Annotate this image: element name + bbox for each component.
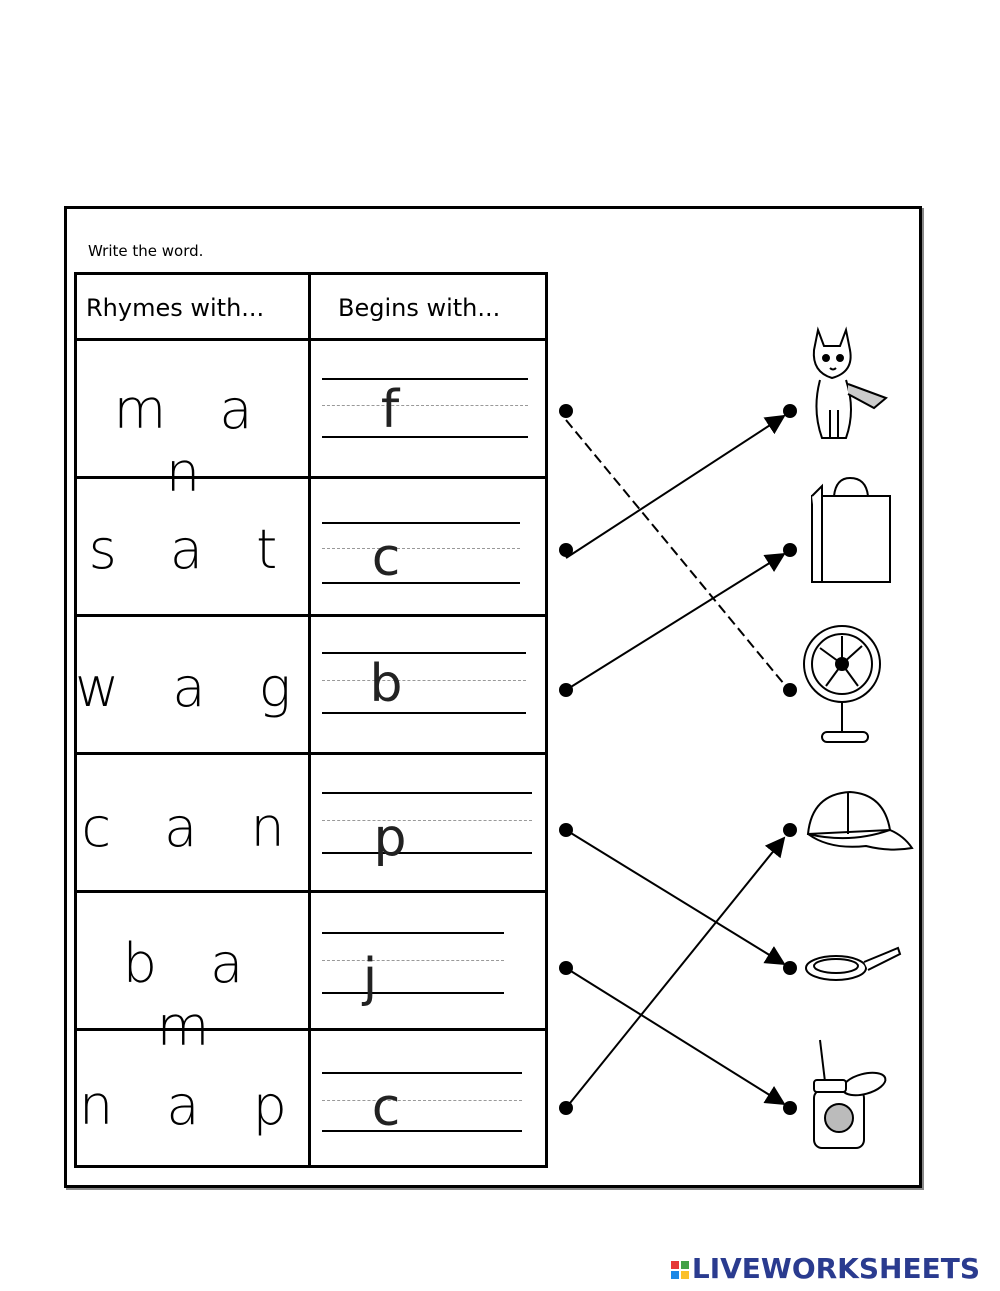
answer-letter[interactable]: f (380, 380, 400, 440)
rhyme-word: m a n (113, 378, 271, 504)
answer-letter[interactable]: c (371, 1078, 401, 1138)
jam-icon (814, 1040, 888, 1148)
instruction-text: Write the word. (88, 242, 204, 260)
example-match-line (566, 420, 784, 684)
answer-letter[interactable]: c (371, 528, 401, 588)
rhyme-word: c a n (81, 796, 303, 859)
fan-icon (804, 626, 880, 742)
rhyme-word: n a p (79, 1074, 305, 1137)
right-dot[interactable] (783, 543, 797, 557)
match-line (566, 830, 784, 964)
match-line (566, 968, 784, 1104)
cat-icon (814, 330, 886, 438)
brand-logo (670, 1252, 980, 1285)
rhyme-word: w a g (75, 656, 309, 719)
bag-icon (812, 478, 890, 582)
answer-letter[interactable]: j (362, 948, 378, 1008)
match-line (566, 838, 784, 1108)
right-dot[interactable] (783, 961, 797, 975)
right-dot[interactable] (783, 1101, 797, 1115)
header-begins: Begins with... (338, 294, 501, 322)
brand-name: LIVEWORKSHEETS (691, 1252, 980, 1285)
brand-blocks-icon (670, 1260, 692, 1280)
right-dot[interactable] (783, 683, 797, 697)
left-dot[interactable] (559, 404, 573, 418)
match-line (566, 416, 784, 558)
header-rhymes: Rhymes with... (86, 294, 265, 322)
cap-icon (808, 792, 912, 850)
rhyme-word: s a t (88, 518, 296, 581)
answer-letter[interactable]: p (373, 808, 407, 868)
rhyme-word: b a m (122, 932, 262, 1058)
match-line (566, 554, 784, 690)
right-dot[interactable] (783, 823, 797, 837)
answer-letter[interactable]: b (369, 654, 403, 714)
pan-icon (806, 948, 900, 980)
right-dot[interactable] (783, 404, 797, 418)
